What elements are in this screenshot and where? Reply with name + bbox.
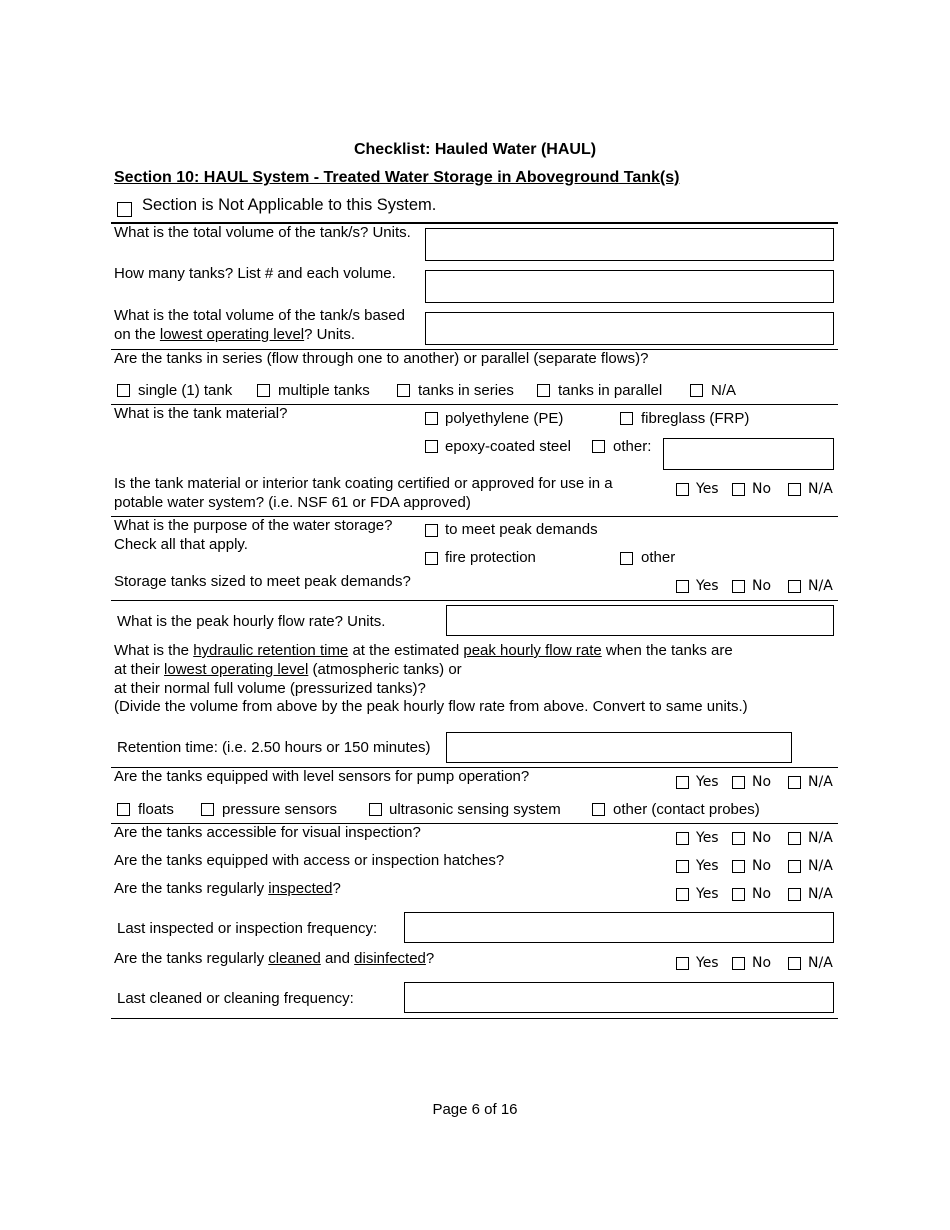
ultrasonic-label: ultrasonic sensing system xyxy=(389,801,561,818)
epoxy-steel-checkbox[interactable] xyxy=(425,440,438,453)
hrt-question-line3: at their normal full volume (pressurized tanks)? xyxy=(114,680,426,697)
sized-yes-checkbox[interactable] xyxy=(676,580,689,593)
purpose-question-line1: What is the purpose of the water storage? xyxy=(114,517,393,534)
contact-probes-label: other (contact probes) xyxy=(613,801,760,818)
material-other-label: other: xyxy=(613,438,652,455)
inspected-na-label: N/A xyxy=(808,886,833,902)
lowest-volume-question-line2: on the lowest operating level? Units. xyxy=(114,326,355,343)
last-inspected-label: Last inspected or inspection frequency: xyxy=(117,920,378,937)
series-na-label: N/A xyxy=(711,382,737,399)
section-title: Section 10: HAUL System - Treated Water Storage in Aboveground Tank(s) xyxy=(114,169,680,186)
sensors-no-label: No xyxy=(752,774,772,790)
certified-no-checkbox[interactable] xyxy=(732,483,745,496)
inspected-no-checkbox[interactable] xyxy=(732,888,745,901)
sensors-na-label: N/A xyxy=(808,774,833,790)
peak-flow-input[interactable] xyxy=(446,605,834,636)
retention-time-input[interactable] xyxy=(446,732,792,763)
certified-no-label: No xyxy=(752,481,772,497)
inspected-na-checkbox[interactable] xyxy=(788,888,801,901)
level-sensors-question: Are the tanks equipped with level sensors for pump operation? xyxy=(114,768,530,785)
tanks-in-parallel-checkbox[interactable] xyxy=(537,384,550,397)
sized-no-label: No xyxy=(752,578,772,594)
fire-protection-label: fire protection xyxy=(445,549,536,566)
retention-time-label: Retention time: (i.e. 2.50 hours or 150 minutes) xyxy=(117,739,431,756)
certified-yes-label: Yes xyxy=(696,481,719,497)
cleaned-yes-label: Yes xyxy=(696,955,719,971)
sized-yes-label: Yes xyxy=(696,578,719,594)
last-cleaned-label: Last cleaned or cleaning frequency: xyxy=(117,990,354,1007)
cleaned-no-checkbox[interactable] xyxy=(732,957,745,970)
sized-question: Storage tanks sized to meet peak demands? xyxy=(114,573,411,590)
series-question: Are the tanks in series (flow through one to another) or parallel (separate flows)? xyxy=(114,350,649,367)
single-tank-checkbox[interactable] xyxy=(117,384,130,397)
epoxy-steel-label: epoxy-coated steel xyxy=(445,438,571,455)
sensors-yes-checkbox[interactable] xyxy=(676,776,689,789)
polyethylene-label: polyethylene (PE) xyxy=(445,410,564,427)
series-na-checkbox[interactable] xyxy=(690,384,703,397)
sized-na-checkbox[interactable] xyxy=(788,580,801,593)
peak-demands-checkbox[interactable] xyxy=(425,524,438,537)
certified-na-checkbox[interactable] xyxy=(788,483,801,496)
inspected-yes-label: Yes xyxy=(696,886,719,902)
lowest-volume-question-line1: What is the total volume of the tank/s based xyxy=(114,307,405,324)
cleaned-na-checkbox[interactable] xyxy=(788,957,801,970)
accessible-yes-checkbox[interactable] xyxy=(676,832,689,845)
certified-yes-checkbox[interactable] xyxy=(676,483,689,496)
section-bottom-divider xyxy=(111,1018,838,1019)
inspected-no-label: No xyxy=(752,886,772,902)
certified-question-line2: potable water system? (i.e. NSF 61 or FDA approved) xyxy=(114,494,471,511)
peak-demands-label: to meet peak demands xyxy=(445,521,598,538)
row-divider xyxy=(111,600,838,601)
purpose-other-label: other xyxy=(641,549,676,566)
hatches-yes-label: Yes xyxy=(696,858,719,874)
not-applicable-checkbox[interactable] xyxy=(117,202,132,217)
hatches-question: Are the tanks equipped with access or inspection hatches? xyxy=(114,852,505,869)
last-inspected-input[interactable] xyxy=(404,912,834,943)
fibreglass-checkbox[interactable] xyxy=(620,412,633,425)
page-number: Page 6 of 16 xyxy=(432,1101,518,1118)
accessible-yes-label: Yes xyxy=(696,830,719,846)
peak-flow-question: What is the peak hourly flow rate? Units. xyxy=(117,613,386,630)
tanks-in-parallel-label: tanks in parallel xyxy=(558,382,663,399)
document-title: Checklist: Hauled Water (HAUL) xyxy=(353,141,597,158)
hatches-no-checkbox[interactable] xyxy=(732,860,745,873)
purpose-other-checkbox[interactable] xyxy=(620,552,633,565)
floats-checkbox[interactable] xyxy=(117,803,130,816)
sensors-no-checkbox[interactable] xyxy=(732,776,745,789)
hrt-question-line1: What is the hydraulic retention time at the estimated peak hourly flow rate when the tanks are xyxy=(114,642,733,659)
cleaned-na-label: N/A xyxy=(808,955,833,971)
hatches-na-checkbox[interactable] xyxy=(788,860,801,873)
fire-protection-checkbox[interactable] xyxy=(425,552,438,565)
accessible-na-checkbox[interactable] xyxy=(788,832,801,845)
hrt-question-line2: at their lowest operating level (atmospheric tanks) or xyxy=(114,661,462,678)
sized-na-label: N/A xyxy=(808,578,833,594)
sized-no-checkbox[interactable] xyxy=(732,580,745,593)
polyethylene-checkbox[interactable] xyxy=(425,412,438,425)
hatches-yes-checkbox[interactable] xyxy=(676,860,689,873)
purpose-question-line2: Check all that apply. xyxy=(114,536,248,553)
sensors-na-checkbox[interactable] xyxy=(788,776,801,789)
tanks-in-series-checkbox[interactable] xyxy=(397,384,410,397)
single-tank-label: single (1) tank xyxy=(138,382,233,399)
ultrasonic-checkbox[interactable] xyxy=(369,803,382,816)
tank-count-input[interactable] xyxy=(425,270,834,303)
accessible-question: Are the tanks accessible for visual inspection? xyxy=(114,824,421,841)
contact-probes-checkbox[interactable] xyxy=(592,803,605,816)
hatches-na-label: N/A xyxy=(808,858,833,874)
accessible-na-label: N/A xyxy=(808,830,833,846)
accessible-no-checkbox[interactable] xyxy=(732,832,745,845)
multiple-tanks-label: multiple tanks xyxy=(278,382,370,399)
hrt-instruction: (Divide the volume from above by the peak hourly flow rate from above. Convert to same units.) xyxy=(114,698,748,715)
accessible-no-label: No xyxy=(752,830,772,846)
fibreglass-label: fibreglass (FRP) xyxy=(641,410,750,427)
total-volume-question: What is the total volume of the tank/s? Units. xyxy=(114,224,411,241)
cleaned-question: Are the tanks regularly cleaned and disinfected? xyxy=(114,950,435,967)
floats-label: floats xyxy=(138,801,174,818)
material-other-input[interactable] xyxy=(663,438,834,470)
sensors-yes-label: Yes xyxy=(696,774,719,790)
tank-count-question: How many tanks? List # and each volume. xyxy=(114,265,396,282)
total-volume-input[interactable] xyxy=(425,228,834,261)
material-question: What is the tank material? xyxy=(114,405,288,422)
multiple-tanks-checkbox[interactable] xyxy=(257,384,270,397)
pressure-sensors-checkbox[interactable] xyxy=(201,803,214,816)
certified-na-label: N/A xyxy=(808,481,833,497)
hatches-no-label: No xyxy=(752,858,772,874)
last-cleaned-input[interactable] xyxy=(404,982,834,1013)
not-applicable-label: Section is Not Applicable to this System. xyxy=(142,196,437,214)
cleaned-yes-checkbox[interactable] xyxy=(676,957,689,970)
certified-question-line1: Is the tank material or interior tank coating certified or approved for use in a xyxy=(114,475,613,492)
pressure-sensors-label: pressure sensors xyxy=(222,801,338,818)
tanks-in-series-label: tanks in series xyxy=(418,382,514,399)
material-other-checkbox[interactable] xyxy=(592,440,605,453)
inspected-question: Are the tanks regularly inspected? xyxy=(114,880,341,897)
inspected-yes-checkbox[interactable] xyxy=(676,888,689,901)
cleaned-no-label: No xyxy=(752,955,772,971)
lowest-volume-input[interactable] xyxy=(425,312,834,345)
